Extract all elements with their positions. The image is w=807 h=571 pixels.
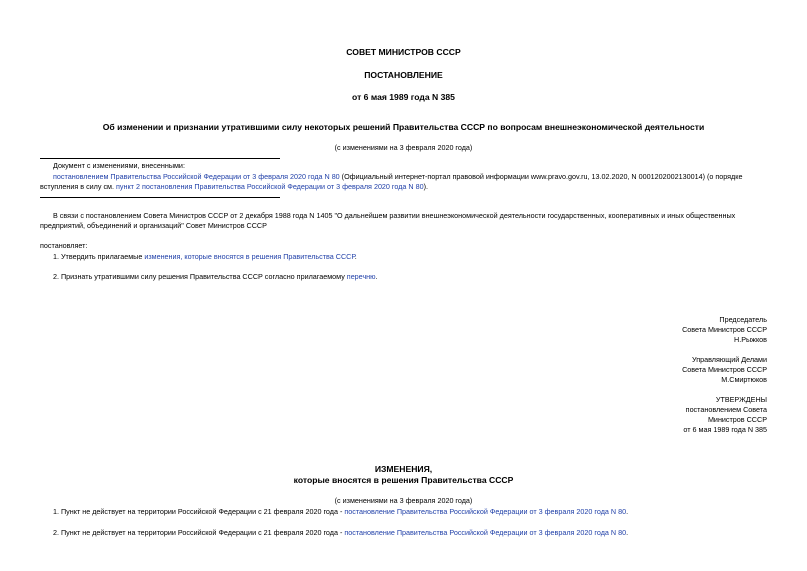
doc-type-heading: ПОСТАНОВЛЕНИЕ <box>364 70 443 80</box>
resolves-text: постановляет: <box>40 241 88 250</box>
entry-into-force-link[interactable]: пункт 2 постановления Правительства Российской Федерации от 3 февраля 2020 года N 80 <box>116 182 424 191</box>
document-title: Об изменении и признании утратившими силу некоторых решений Правительства СССР по вопросам внешнеэкономической деятельности <box>102 122 705 132</box>
amended-note: (с изменениями на 3 февраля 2020 года) <box>334 143 473 152</box>
annex-item-2-end: . <box>626 528 629 537</box>
item-2-text: 2. Признать утратившими силу решения Правительства СССР согласно прилагаемому <box>53 272 347 281</box>
changes-annex-link[interactable]: изменения, которые вносятся в решения Правительства СССР <box>144 252 355 261</box>
item-2-end: . <box>375 272 378 281</box>
changes-line2 <box>40 182 428 191</box>
item-1-end: . <box>354 252 357 261</box>
annex-subtitle: которые вносятся в решения Правительства СССР <box>293 475 514 485</box>
preamble-line1: В связи с постановлением Совета Министров СССР от 2 декабря 1988 года N 1405 "О дальнейшем развитии внешнеэкономической деятельности государственных, кооперативных и иных общественных <box>53 211 736 220</box>
list-annex-link[interactable]: перечню <box>346 272 376 281</box>
annex-title: ИЗМЕНЕНИЯ, <box>374 464 433 474</box>
entry-into-force-end: ). <box>423 182 428 191</box>
item-2 <box>53 272 378 281</box>
date-number-heading: от 6 мая 1989 года N 385 <box>352 92 455 102</box>
annex-item-1-end: . <box>626 507 629 516</box>
changes-intro: Документ с изменениями, внесенными: <box>53 161 185 170</box>
annex-item-2-text: 2. Пункт не действует на территории Российской Федерации с 21 февраля 2020 года - <box>53 528 345 537</box>
item-1-text: 1. Утвердить прилагаемые <box>53 252 145 261</box>
annex-item-1-link[interactable]: постановление Правительства Российской Федерации от 3 февраля 2020 года N 80 <box>344 507 627 516</box>
item-1 <box>53 252 357 261</box>
chair-title-line1: Председатель <box>719 315 767 324</box>
approved-line1: УТВЕРЖДЕНЫ <box>715 395 767 404</box>
manager-title-line1: Управляющий Делами <box>692 355 767 364</box>
annex-item-2 <box>53 528 628 537</box>
approved-line3: Министров СССР <box>707 415 767 424</box>
org-heading: СОВЕТ МИНИСТРОВ СССР <box>346 47 461 57</box>
changes-source-text: (Официальный интернет-портал правовой информации www.pravo.gov.ru, 13.02.2020, N 0001202002130014) (о порядке <box>339 172 743 181</box>
annex-item-2-link[interactable]: постановление Правительства Российской Федерации от 3 февраля 2020 года N 80 <box>344 528 627 537</box>
manager-title-line2: Совета Министров СССР <box>682 365 767 374</box>
approved-line2: постановлением Совета <box>685 405 767 414</box>
manager-name: М.Смиртюков <box>721 375 767 384</box>
chair-title-line2: Совета Министров СССР <box>682 325 767 334</box>
preamble-line2: предприятий, объединений и организаций" Совет Министров СССР <box>40 221 267 230</box>
annex-item-1 <box>53 507 628 516</box>
approved-line4: от 6 мая 1989 года N 385 <box>683 425 767 434</box>
top-divider <box>40 158 280 159</box>
annex-item-1-text: 1. Пункт не действует на территории Российской Федерации с 21 февраля 2020 года - <box>53 507 345 516</box>
changes-line1 <box>53 172 742 181</box>
annex-amended-note: (с изменениями на 3 февраля 2020 года) <box>334 496 473 505</box>
entry-into-force-text: вступления в силу см. <box>40 182 114 191</box>
bottom-divider <box>40 197 280 198</box>
amendment-link[interactable]: постановлением Правительства Российской Федерации от 3 февраля 2020 года N 80 <box>53 172 340 181</box>
chair-name: Н.Рыжков <box>734 335 767 344</box>
